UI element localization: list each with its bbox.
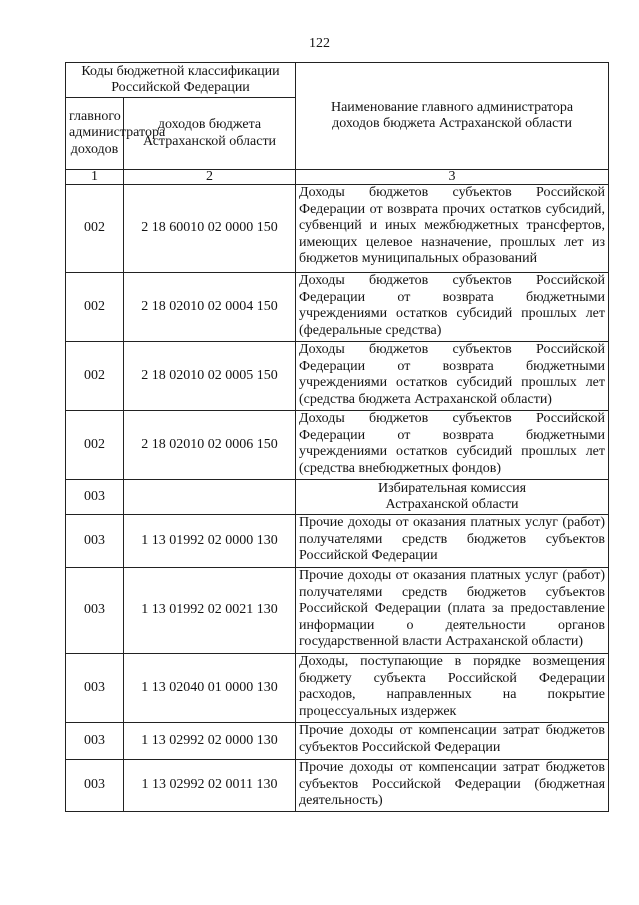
table-row — [66, 185, 609, 273]
revenue-name: Доходы бюджетов субъектов Российской Федерации от возврата бюджетными учреждениями остатков субсидий прошлых лет (средства внебюджетных фондов) — [296, 411, 609, 480]
admin-code: 003 — [66, 760, 124, 812]
index-cell: 2 — [124, 170, 296, 185]
table-row — [66, 654, 609, 723]
budget-code: 1 13 02992 02 0011 130 — [124, 760, 296, 812]
header-group-title: Коды бюджетной классификации Российской Федерации — [66, 63, 296, 98]
budget-code — [124, 480, 296, 515]
admin-code: 003 — [66, 480, 124, 515]
revenue-name: Доходы, поступающие в порядке возмещения бюджету субъекта Российской Федерации расходов, направленных на покрытие процессуальных издержек — [296, 654, 609, 723]
admin-code: 002 — [66, 185, 124, 273]
budget-classification-table — [65, 62, 609, 812]
budget-code: 2 18 60010 02 0000 150 — [124, 185, 296, 273]
revenue-name: Доходы бюджетов субъектов Российской Федерации от возврата бюджетными учреждениями остатков субсидий прошлых лет (средства бюджета Астраханской области) — [296, 342, 609, 411]
admin-code: 002 — [66, 273, 124, 342]
admin-code: 003 — [66, 568, 124, 654]
table-row — [66, 723, 609, 760]
table-row — [66, 568, 609, 654]
admin-code: 002 — [66, 411, 124, 480]
admin-code: 003 — [66, 515, 124, 568]
revenue-name: Прочие доходы от оказания платных услуг (работ) получателями средств бюджетов субъектов Российской Федерации — [296, 515, 609, 568]
index-cell: 3 — [296, 170, 609, 185]
index-cell: 1 — [66, 170, 124, 185]
header-col2-income: доходов бюджета Астраханской области — [124, 98, 296, 170]
section-title: Избирательная комиссия Астраханской области — [296, 480, 609, 515]
admin-code: 002 — [66, 342, 124, 411]
table-row — [66, 515, 609, 568]
revenue-name: Доходы бюджетов субъектов Российской Федерации от возврата прочих остатков субсидий, субвенций и иных межбюджетных трансфертов, имеющих целевое назначение, прошлых лет из бюджетов муниципальных образований — [296, 185, 609, 273]
header-col3-name: Наименование главного администратора доходов бюджета Астраханской области — [296, 63, 609, 170]
revenue-name: Доходы бюджетов субъектов Российской Федерации от возврата бюджетными учреждениями остатков субсидий прошлых лет (федеральные средства) — [296, 273, 609, 342]
budget-code: 1 13 01992 02 0000 130 — [124, 515, 296, 568]
table-row — [66, 273, 609, 342]
page-number: 122 — [309, 36, 330, 51]
budget-code: 1 13 02992 02 0000 130 — [124, 723, 296, 760]
budget-code: 1 13 01992 02 0021 130 — [124, 568, 296, 654]
revenue-name: Прочие доходы от компенсации затрат бюджетов субъектов Российской Федерации — [296, 723, 609, 760]
budget-code: 2 18 02010 02 0004 150 — [124, 273, 296, 342]
table-row — [66, 411, 609, 480]
table-row — [66, 342, 609, 411]
header-col1-admin: главного администратора доходов — [66, 98, 124, 170]
revenue-name: Прочие доходы от оказания платных услуг (работ) получателями средств бюджетов субъектов Российской Федерации (плата за предоставление информации о деятельности органов государственной власти Астраханской области) — [296, 568, 609, 654]
revenue-name: Прочие доходы от компенсации затрат бюджетов субъектов Российской Федерации (бюджетная деятельность) — [296, 760, 609, 812]
table-row — [66, 760, 609, 812]
table-row-section — [66, 480, 609, 515]
budget-code: 2 18 02010 02 0006 150 — [124, 411, 296, 480]
header-index-row — [66, 170, 609, 185]
admin-code: 003 — [66, 723, 124, 760]
budget-code: 1 13 02040 01 0000 130 — [124, 654, 296, 723]
admin-code: 003 — [66, 654, 124, 723]
budget-code: 2 18 02010 02 0005 150 — [124, 342, 296, 411]
